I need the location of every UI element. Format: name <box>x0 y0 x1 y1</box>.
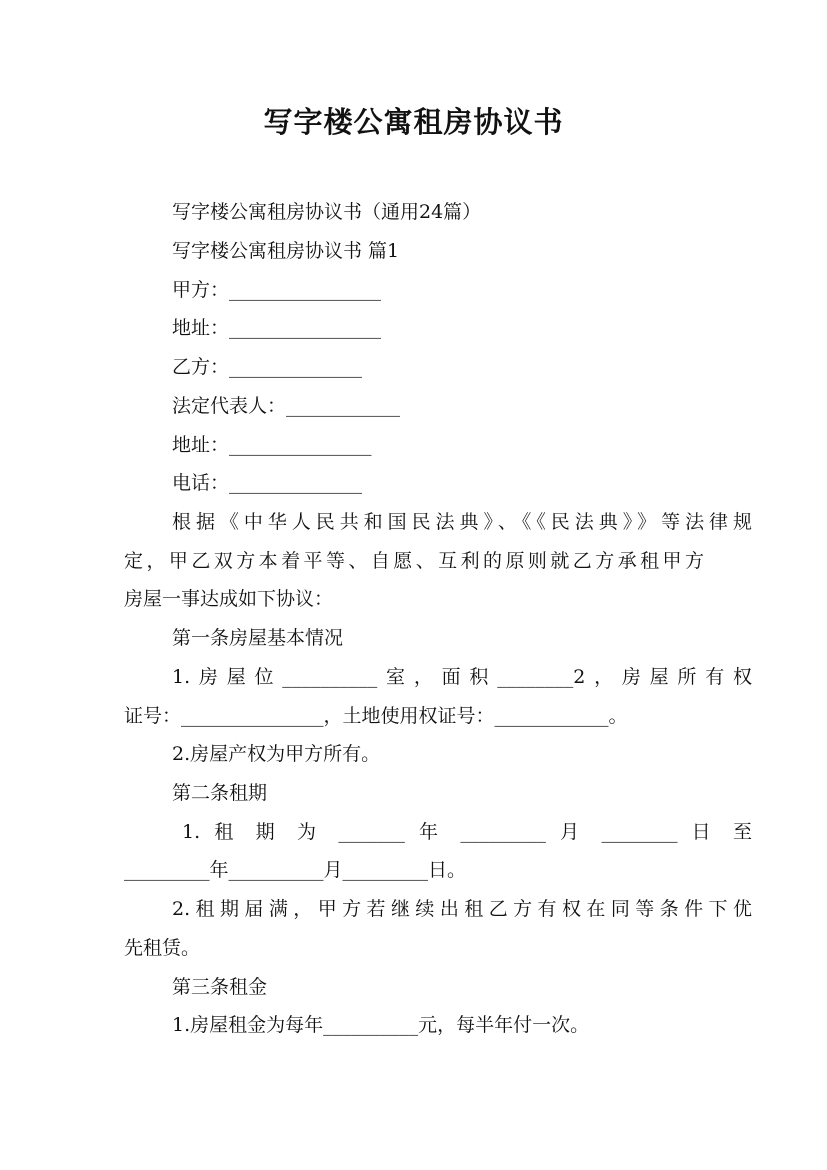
chapter-heading: 写字楼公寓租房协议书 篇1 <box>172 240 400 262</box>
clause-line: _________年__________月_________日。 <box>124 859 467 881</box>
article-heading: 第二条租期 <box>172 782 268 804</box>
paragraph-line: 房屋一事达成如下协议： <box>124 588 334 610</box>
paragraph-line: 定，甲乙双方本着平等、自愿、互利的原则就乙方承租甲方 <box>124 550 704 572</box>
party-b-line: 乙方：______________ <box>172 356 363 378</box>
subtitle-line: 写字楼公寓租房协议书（通用24篇） <box>172 201 482 223</box>
article-heading: 第三条租金 <box>172 976 268 998</box>
party-a-address-line: 地址：________________ <box>172 317 382 339</box>
article-heading: 第一条房屋基本情况 <box>172 627 344 649</box>
clause-line: 证号：_______________，土地使用权证号：____________。 <box>124 705 628 727</box>
party-b-address-line: 地址：_______________ <box>172 434 372 456</box>
clause-line: 2.房屋产权为甲方所有。 <box>172 743 381 765</box>
clause-line: 1.房屋位__________室，面积________2，房屋所有权 <box>172 666 752 688</box>
paragraph-line: 根据《中华人民共和国民法典》、《《民法典》》等法律规 <box>172 511 752 533</box>
phone-line: 电话：______________ <box>172 472 363 494</box>
clause-line: 先租赁。 <box>124 937 201 959</box>
legal-rep-line: 法定代表人：____________ <box>172 395 401 417</box>
clause-line: 1. 租 期 为 _______ 年 _________ 月 ________ 日 至 <box>182 821 752 843</box>
clause-line: 2.租期届满，甲方若继续出租乙方有权在同等条件下优 <box>172 898 752 920</box>
clause-line: 1.房屋租金为每年__________元，每半年付一次。 <box>172 1014 590 1036</box>
party-a-line: 甲方：________________ <box>172 279 382 301</box>
document-title: 写字楼公寓租房协议书 <box>263 105 564 139</box>
